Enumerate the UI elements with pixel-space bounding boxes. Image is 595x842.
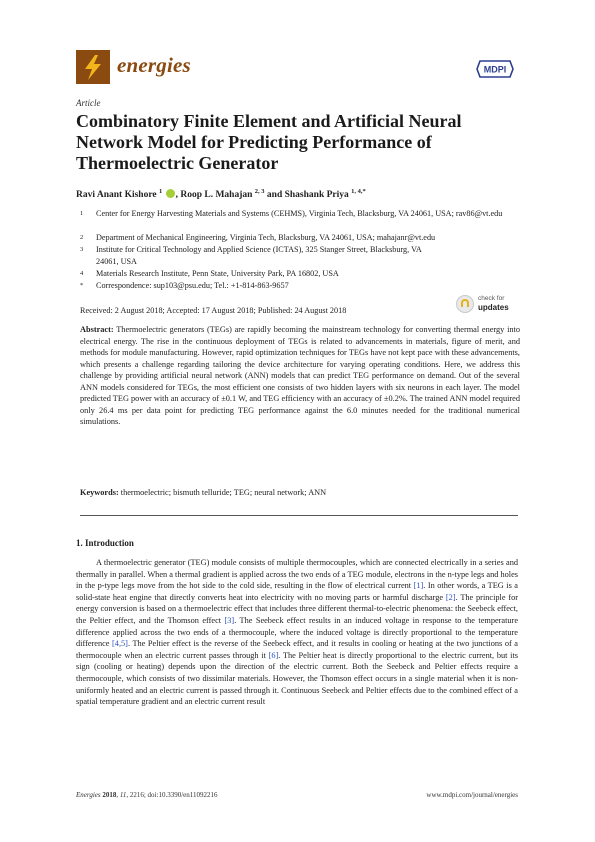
- check-updates-line1: check for: [478, 295, 505, 302]
- author-affiliation-sup: 1: [158, 188, 163, 195]
- publication-dates: Received: 2 August 2018; Accepted: 17 August 2018; Published: 24 August 2018: [80, 306, 347, 315]
- affiliation-text: Department of Mechanical Engineering, Virginia Tech, Blacksburg, VA 24061, USA; mahajanr@vt.edu: [96, 233, 436, 242]
- abstract-text: Thermoelectric generators (TEGs) are rapidly becoming the mainstream technology for converting thermal energy into electrical energy. The rise in the continuous deployment of TEGs is related to advancements in materials, figure of merit, and methods for module manufacturing. However, rapid optimization techniques for TEGs have not kept pace with these advancements, which presents a challenge regarding tailoring the device architecture for varying operating conditions. Here, we address this challenge by providing artificial neural network (ANN) models that can predict TEG performance on demand. Out of the several ANN models considered for TEGs, the most efficient one consists of two hidden layers with six neurons in each layer. The model predicted TEG power with an accuracy of ±0.1 W, and TEG efficiency with an accuracy of ±0.2%. The trained ANN model required only 26.4 ms per data point for predicting TEG performance against the 6.0 minutes needed for the traditional numerical simulations.: [80, 325, 520, 427]
- check-for-updates-badge[interactable]: [456, 293, 518, 317]
- author-list: [76, 186, 516, 201]
- abstract-label: Abstract:: [80, 325, 114, 334]
- body-text-segment: . The principle for energy conversion is based on a thermoelectric effect that includes three different thermal-to-electric phenomena: the Seebeck effect, the Peltier effect, and the Thomson effect: [76, 592, 518, 625]
- body-text-segment: . The Peltier effect is the reverse of the Seebeck effect, and it results in cooling or heating at the two junctions of a thermocouple when an electric current passes through it: [76, 639, 518, 660]
- body-text-segment: . The Peltier heat is directly proportional to the electric current, but its sign (cooling or heating) depends upon the direction of the electric current. Both the Seebeck and Peltier effects require a thermocouple, which consists of two dissimilar materials. However, the Thomson effect occurs in a single material when it is non-uniformly heated and an electric current is passed through it. Continuous Seebeck and Peltier effects due to the combined effect of a spatial temperature gradient and an electric current result: [76, 650, 518, 707]
- affiliation-text: Correspondence: sup103@psu.edu; Tel.: +1-814-863-9657: [96, 281, 289, 290]
- citation-link[interactable]: [1]: [413, 581, 424, 591]
- citation-link[interactable]: [4,5]: [112, 639, 128, 649]
- affiliation-item: [80, 244, 520, 268]
- citation-link[interactable]: [2]: [445, 592, 456, 602]
- footer-url[interactable]: www.mdpi.com/journal/energies: [426, 791, 518, 799]
- affiliation-number: 2: [80, 234, 84, 241]
- body-text-segment: A thermoelectric generator (TEG) module consists of multiple thermocouples, which are connected electrically in a series and thermally in parallel. When a thermal gradient is applied across the two ends of a TEG module, electrons in the n-type legs and holes in the p-type legs move from the hot side to the cold side, resulting in the flow of electrical current: [76, 558, 518, 591]
- keywords-label: Keywords:: [80, 488, 119, 497]
- keywords: [80, 488, 520, 497]
- section-title: 1. Introduction: [76, 538, 134, 548]
- body-text-segment: . In other words, a TEG is a solid-state heat engine that directly converts heat into electricity with no moving parts or harmful discharge: [76, 581, 518, 602]
- mdpi-logo-text: MDPI: [483, 64, 507, 75]
- affiliation-item: [80, 268, 520, 280]
- article-type: Article: [76, 98, 101, 108]
- affiliation-text: Materials Research Institute, Penn State, University Park, PA 16802, USA: [96, 269, 339, 278]
- footer-journal: Energies: [76, 791, 101, 799]
- affiliation-item: [80, 280, 520, 292]
- author-conjunction: and: [264, 190, 285, 201]
- affiliation-number: 3: [80, 246, 84, 253]
- author-name[interactable]: Roop L. Mahajan: [180, 190, 253, 201]
- citation-link[interactable]: [3]: [224, 615, 235, 625]
- affiliation-item: [80, 232, 520, 244]
- affiliation-number: 4: [80, 270, 84, 277]
- footer-citation: Energies 2018, 11, 2216; doi:10.3390/en11092216: [76, 791, 218, 799]
- footer-year: 2018: [102, 791, 117, 799]
- body-text-segment: . The Seebeck effect results in an induced voltage in response to the temperature difference applied across the two ends of a thermocouple, where the induced voltage is directly proportional to the temperature difference: [76, 615, 519, 649]
- author-affiliation-sup: 1, 4,*: [351, 188, 366, 195]
- author-name[interactable]: Shashank Priya: [284, 190, 349, 201]
- footer-volume: 11: [119, 791, 127, 799]
- citation-link[interactable]: [6]: [268, 650, 279, 660]
- journal-name[interactable]: energies: [117, 53, 191, 77]
- keywords-text: thermoelectric; bismuth telluride; TEG; neural network; ANN: [118, 488, 327, 497]
- mdpi-logo-icon: [476, 58, 514, 80]
- body-paragraph: [76, 557, 518, 708]
- journal-logo: [76, 50, 110, 84]
- affiliation-number: *: [80, 282, 84, 289]
- author-name[interactable]: Ravi Anant Kishore: [76, 190, 157, 201]
- check-updates-line2: updates: [478, 303, 509, 312]
- author-separator: ,: [175, 190, 181, 201]
- author-affiliation-sup: 2, 3: [254, 188, 265, 195]
- affiliation-item: [80, 208, 520, 232]
- article-title: Combinatory Finite Element and Artificial Neural Network Model for Predicting Performance of Thermoelectric Generator: [76, 111, 462, 173]
- affiliation-text: Center for Energy Harvesting Materials and Systems (CEHMS), Virginia Tech, Blacksburg, VA 24061, USA; rav86@vt.edu: [96, 209, 503, 218]
- affiliation-number: 1: [80, 210, 84, 217]
- footer-doi[interactable]: , 2216; doi:10.3390/en11092216: [126, 791, 218, 799]
- lightning-bolt-icon: [76, 50, 110, 84]
- abstract: [80, 324, 520, 428]
- affiliation-text: Institute for Critical Technology and Applied Science (ICTAS), 325 Stanger Street, Blacksburg, VA 24061, USA: [96, 245, 422, 266]
- orcid-icon[interactable]: [166, 189, 175, 198]
- bookmark-icon: [456, 295, 474, 313]
- mdpi-logo[interactable]: [476, 58, 514, 80]
- section-divider: [80, 515, 518, 516]
